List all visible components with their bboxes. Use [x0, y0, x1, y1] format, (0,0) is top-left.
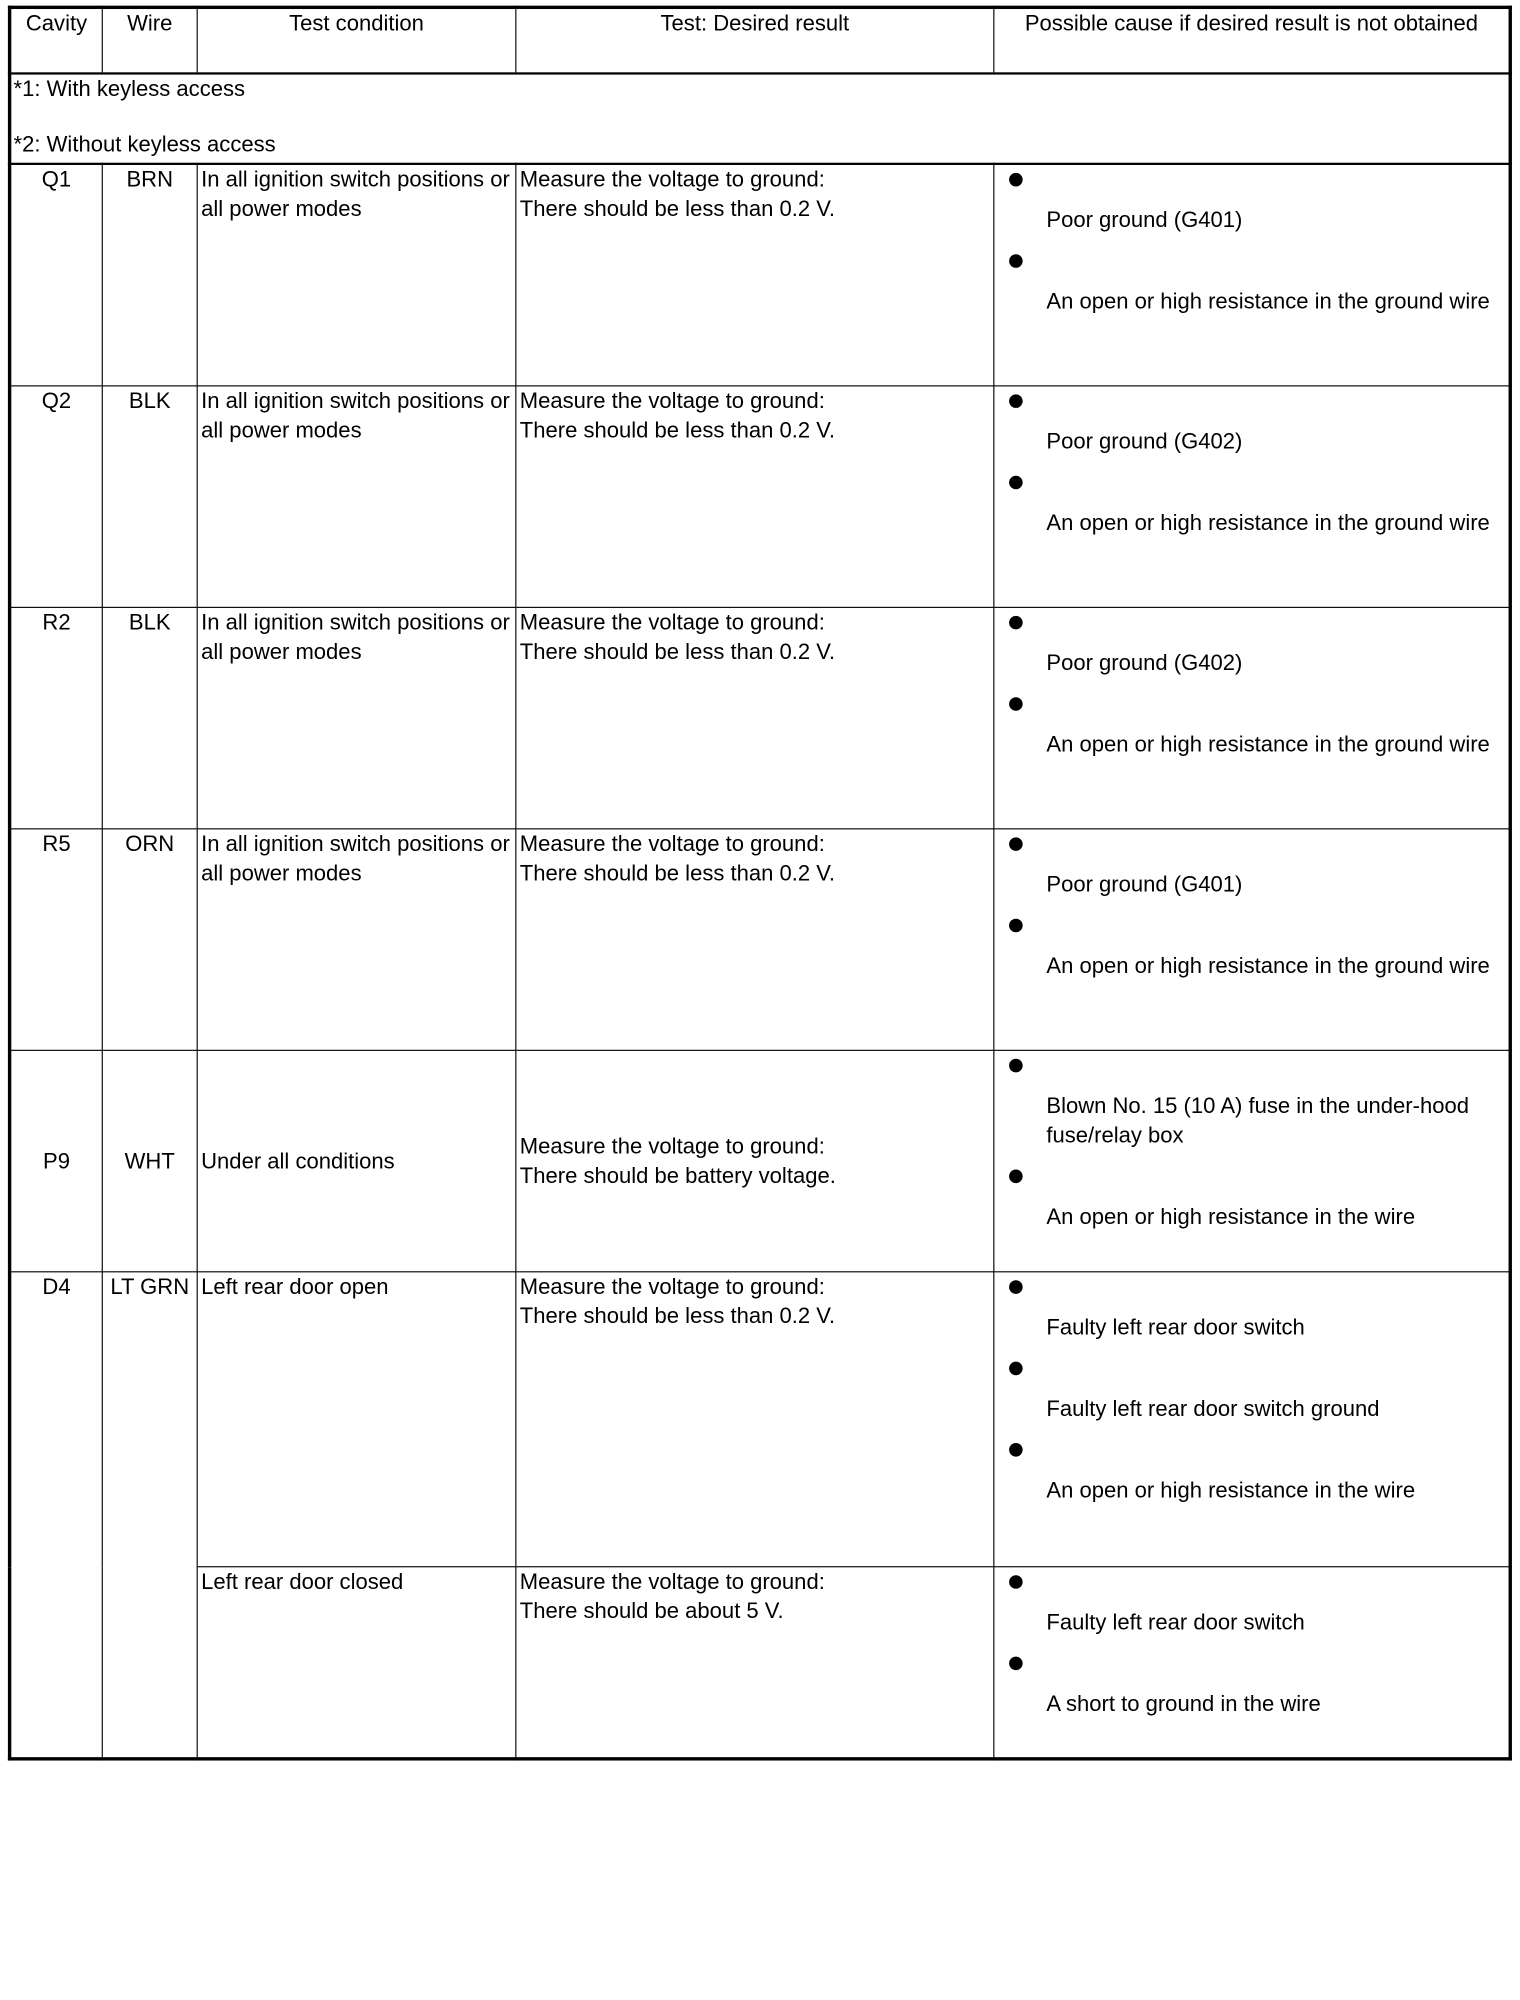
cause-cell — [994, 607, 1510, 828]
table-row — [10, 1272, 1511, 1567]
wire-cell: BLK — [102, 386, 197, 607]
bullet-icon — [1009, 919, 1023, 933]
result-line: Measure the voltage to ground: — [519, 167, 825, 193]
cause-text: An open or high resistance in the wire — [1046, 1204, 1416, 1230]
result-line: There should be less than 0.2 V. — [519, 639, 836, 665]
cause-item — [1046, 1649, 1505, 1719]
result-line: Measure the voltage to ground: — [519, 831, 825, 857]
cavity-cell: Q1 — [10, 164, 103, 386]
condition-cell: In all ignition switch positions or all power modes — [197, 829, 516, 1050]
bullet-icon — [1009, 1280, 1023, 1294]
result-line: There should be less than 0.2 V. — [519, 418, 836, 443]
table-row — [10, 386, 1511, 607]
result-line: There should be less than 0.2 V. — [519, 861, 836, 886]
result-line: Measure the voltage to ground: — [519, 1133, 825, 1159]
cause-item — [1046, 608, 1505, 678]
cause-item — [1046, 689, 1505, 759]
note-keyless: *1: With keyless access — [13, 76, 246, 102]
header-desired-result: Test: Desired result — [516, 7, 994, 73]
bullet-icon — [1009, 394, 1023, 408]
result-line: Measure the voltage to ground: — [519, 1569, 825, 1595]
cavity-cell: P9 — [10, 1050, 103, 1271]
wire-cell: ORN — [102, 829, 197, 1050]
result-cell — [516, 164, 994, 386]
result-line: There should be less than 0.2 V. — [519, 1304, 836, 1329]
result-cell — [516, 1567, 994, 1759]
table-row — [10, 1050, 1511, 1271]
cause-text: Poor ground (G401) — [1046, 872, 1243, 898]
cause-item — [1046, 468, 1505, 538]
cause-item — [1046, 1162, 1505, 1232]
bullet-icon — [1009, 173, 1023, 187]
header-test-condition: Test condition — [197, 7, 516, 73]
wire-cell: BLK — [102, 607, 197, 828]
cause-text: An open or high resistance in the ground wire — [1046, 953, 1490, 979]
table-row — [10, 164, 1511, 386]
condition-cell: Left rear door open — [197, 1272, 516, 1567]
cause-cell — [994, 1567, 1510, 1759]
cause-item — [1046, 165, 1505, 235]
cause-item — [1046, 1272, 1505, 1342]
notes-row — [10, 73, 1511, 163]
wire-cell: LT GRN — [102, 1272, 197, 1759]
cause-item — [1046, 1567, 1505, 1637]
result-line: Measure the voltage to ground: — [519, 610, 825, 636]
condition-cell: Left rear door closed — [197, 1567, 516, 1759]
cause-text: An open or high resistance in the ground wire — [1046, 732, 1490, 758]
cause-text: Faulty left rear door switch — [1046, 1315, 1305, 1341]
bullet-icon — [1009, 476, 1023, 490]
cause-item — [1046, 1051, 1505, 1150]
cause-item — [1046, 1354, 1505, 1424]
result-cell — [516, 386, 994, 607]
bullet-icon — [1009, 1362, 1023, 1376]
cavity-cell: D4 — [10, 1272, 103, 1759]
cause-text: An open or high resistance in the ground wire — [1046, 510, 1490, 536]
cause-text: Poor ground (G401) — [1046, 207, 1243, 233]
cause-cell — [994, 164, 1510, 386]
connector-test-table — [8, 6, 1512, 1761]
result-line: Measure the voltage to ground: — [519, 388, 825, 414]
result-cell — [516, 607, 994, 828]
bullet-icon — [1009, 1657, 1023, 1671]
wire-cell: WHT — [102, 1050, 197, 1271]
bullet-icon — [1009, 697, 1023, 711]
cause-item — [1046, 911, 1505, 981]
result-line: There should be about 5 V. — [519, 1598, 784, 1624]
cavity-cell: R5 — [10, 829, 103, 1050]
notes-cell — [10, 73, 1511, 163]
cause-cell — [994, 829, 1510, 1050]
bullet-icon — [1009, 254, 1023, 268]
cause-text: An open or high resistance in the wire — [1046, 1478, 1416, 1503]
table-row — [10, 607, 1511, 828]
cause-text: Poor ground (G402) — [1046, 429, 1243, 455]
bullet-icon — [1009, 1443, 1023, 1457]
result-cell — [516, 829, 994, 1050]
cause-item — [1046, 246, 1505, 316]
result-line: There should be battery voltage. — [519, 1163, 836, 1189]
cause-text: Faulty left rear door switch ground — [1046, 1396, 1380, 1422]
header-possible-cause: Possible cause if desired result is not obtained — [994, 7, 1510, 73]
cause-text: Blown No. 15 (10 A) fuse in the under-hood fuse/relay box — [1046, 1093, 1469, 1149]
condition-cell: Under all conditions — [197, 1050, 516, 1271]
cause-item — [1046, 829, 1505, 899]
bullet-icon — [1009, 1059, 1023, 1073]
condition-cell: In all ignition switch positions or all power modes — [197, 386, 516, 607]
cause-item — [1046, 1435, 1505, 1505]
wire-cell: BRN — [102, 164, 197, 386]
header-row — [10, 7, 1511, 73]
cause-item — [1046, 386, 1505, 456]
cause-text: Poor ground (G402) — [1046, 650, 1243, 676]
result-cell — [516, 1050, 994, 1271]
cause-cell — [994, 386, 1510, 607]
cause-cell — [994, 1050, 1510, 1271]
cause-text: Faulty left rear door switch — [1046, 1610, 1305, 1636]
condition-cell: In all ignition switch positions or all power modes — [197, 164, 516, 386]
bullet-icon — [1009, 1170, 1023, 1184]
cause-cell — [994, 1272, 1510, 1567]
cavity-cell: R2 — [10, 607, 103, 828]
cause-text: An open or high resistance in the ground wire — [1046, 289, 1490, 315]
result-cell — [516, 1272, 994, 1567]
cause-text: A short to ground in the wire — [1046, 1691, 1321, 1717]
result-line: Measure the voltage to ground: — [519, 1274, 825, 1300]
table-row — [10, 829, 1511, 1050]
condition-cell: In all ignition switch positions or all power modes — [197, 607, 516, 828]
note-without-keyless: *2: Without keyless access — [13, 132, 276, 158]
cavity-cell: Q2 — [10, 386, 103, 607]
bullet-icon — [1009, 1575, 1023, 1589]
header-cavity: Cavity — [10, 7, 103, 73]
header-wire: Wire — [102, 7, 197, 73]
bullet-icon — [1009, 837, 1023, 851]
table-row — [10, 1567, 1511, 1759]
result-line: There should be less than 0.2 V. — [519, 196, 836, 222]
bullet-icon — [1009, 616, 1023, 630]
